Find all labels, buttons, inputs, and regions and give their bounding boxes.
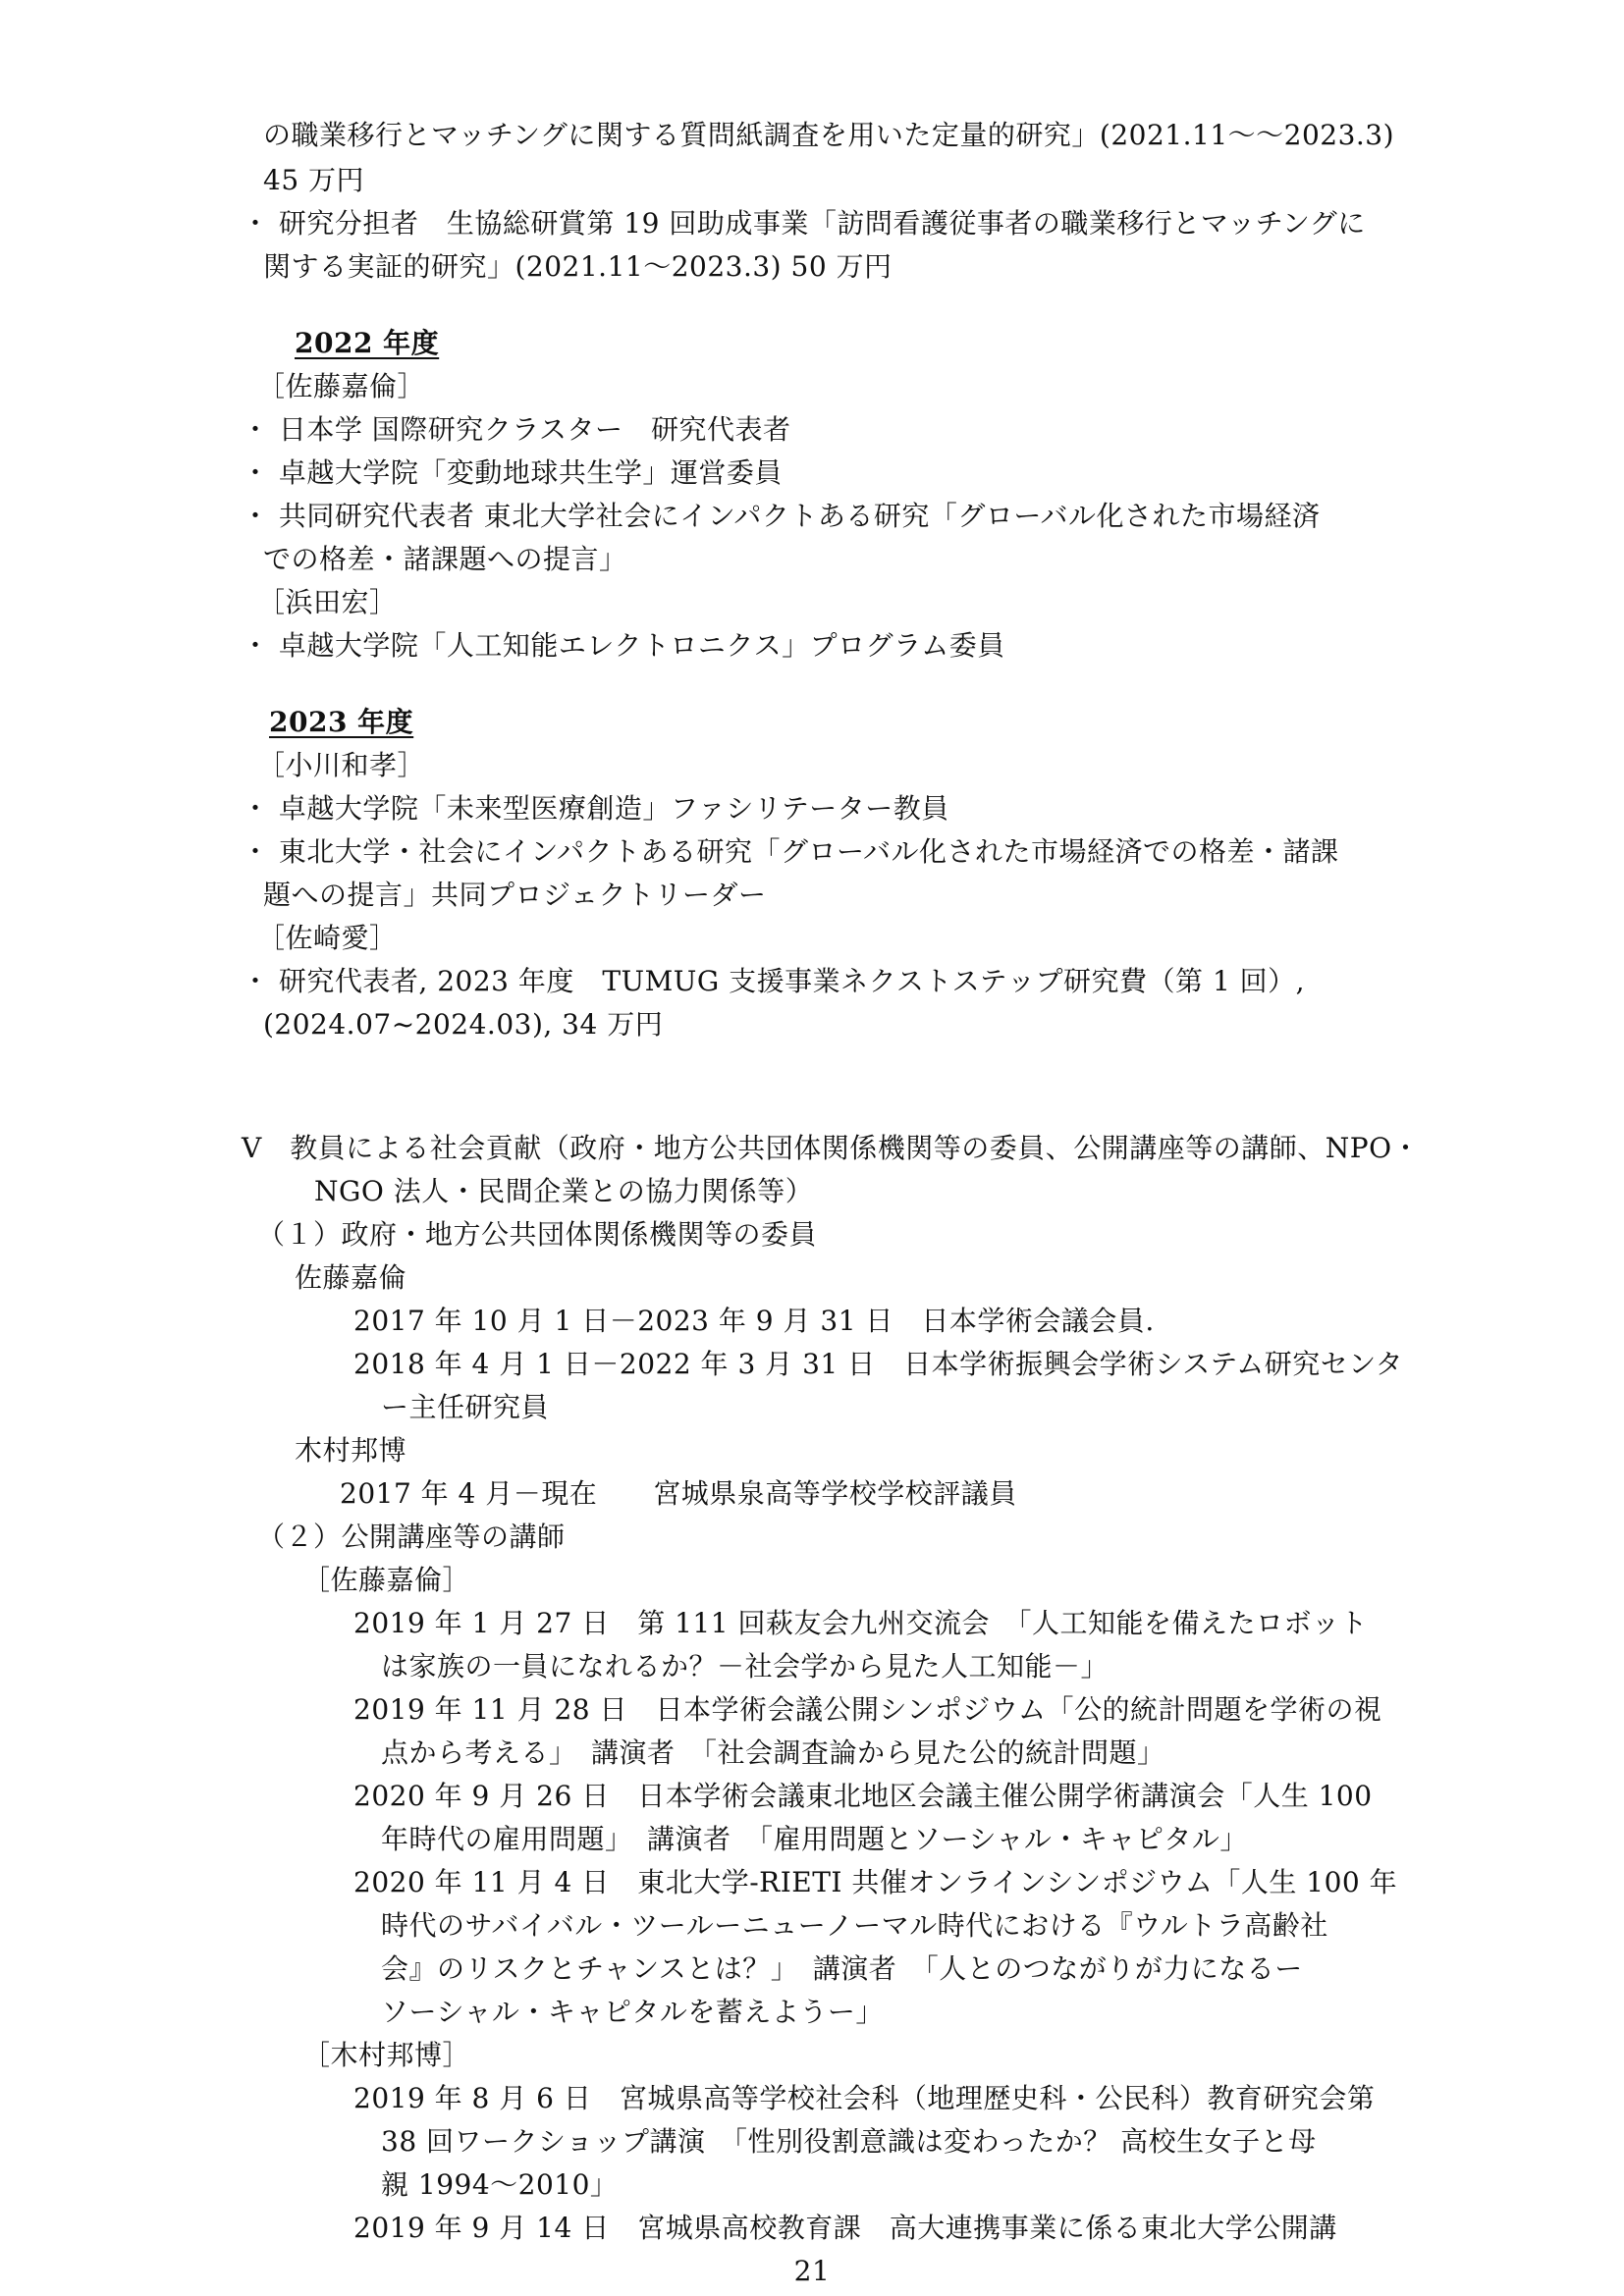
- text-line: 年時代の雇用問題」 講演者 「雇用問題とソーシャル・キャピタル」: [381, 1823, 1248, 1855]
- list-item: ・ 研究分担者 生協総研賞第 19 回助成事業「訪問看護従事者の職業移行とマッチングに: [242, 207, 1366, 240]
- text-line: 38 回ワークショップ講演 「性別役割意識は変わったか？ 高校生女子と母: [381, 2125, 1317, 2158]
- text-line: は家族の一員になれるか？－社会学から見た人工知能－」: [381, 1650, 1110, 1682]
- list-item: ・ 研究代表者, 2023 年度 TUMUG 支援事業ネクストステップ研究費（第 1 回）,: [242, 965, 1306, 997]
- text-line: ー主任研究員: [381, 1391, 550, 1423]
- text-line: 題への提言」共同プロジェクトリーダー: [263, 879, 767, 911]
- person-name: 木村邦博: [295, 1434, 407, 1467]
- person-label: ［浜田宏］: [257, 586, 398, 618]
- text-line: 会』のリスクとチャンスとは？」 講演者 「人とのつながりが力になるー: [381, 1952, 1303, 1985]
- entry-line: 2017 年 10 月 1 日－2023 年 9 月 31 日 日本学術会議会員.: [353, 1305, 1155, 1337]
- entry-line: 2017 年 4 月－現在 宮城県泉高等学校学校評議員: [340, 1477, 1017, 1510]
- list-item: ・ 共同研究代表者 東北大学社会にインパクトある研究「グローバル化された市場経済: [242, 500, 1321, 532]
- entry-line: 2020 年 11 月 4 日 東北大学-RIETI 共催オンラインシンポジウム「人生 100 年: [353, 1866, 1398, 1898]
- entry-line: 2019 年 11 月 28 日 日本学術会議公開シンポジウム「公的統計問題を学術の視: [353, 1693, 1382, 1726]
- person-label: ［佐藤嘉倫］: [257, 370, 426, 402]
- text-line: の職業移行とマッチングに関する質問紙調査を用いた定量的研究」(2021.11～～2023.3): [263, 119, 1395, 151]
- person-label: ［小川和孝］: [257, 749, 426, 781]
- list-item: ・ 東北大学・社会にインパクトある研究「グローバル化された市場経済での格差・諸課: [242, 835, 1339, 868]
- text-line: 45 万円: [263, 164, 365, 196]
- text-line: での格差・諸課題への提言」: [263, 543, 627, 575]
- list-item: ・ 日本学 国際研究クラスター 研究代表者: [242, 413, 791, 446]
- entry-line: 2019 年 8 月 6 日 宮城県高等学校社会科（地理歴史科・公民科）教育研究会第: [353, 2082, 1376, 2114]
- text-line: 時代のサバイバル・ツールーニューノーマル時代における『ウルトラ高齢社: [381, 1909, 1328, 1942]
- list-item: ・ 卓越大学院「未来型医療創造」ファシリテーター教員: [242, 792, 949, 825]
- subsection-heading: （２）公開講座等の講師: [257, 1521, 566, 1553]
- entry-line: 2019 年 9 月 14 日 宮城県高校教育課 高大連携事業に係る東北大学公開講: [353, 2212, 1337, 2244]
- entry-line: 2019 年 1 月 27 日 第 111 回萩友会九州交流会 「人工知能を備えたロボット: [353, 1607, 1368, 1639]
- person-label: ［佐崎愛］: [257, 922, 398, 954]
- person-name: 佐藤嘉倫: [295, 1261, 407, 1294]
- page-number: 21: [793, 2255, 831, 2287]
- person-label: ［佐藤嘉倫］: [302, 1564, 471, 1596]
- text-line: ソーシャル・キャピタルを蓄えようー」: [381, 1996, 884, 2028]
- text-line: 親 1994～2010」: [381, 2168, 619, 2201]
- subsection-heading: （１）政府・地方公共団体関係機関等の委員: [257, 1218, 818, 1251]
- text-line: 点から考える」 講演者 「社会調査論から見た公的統計問題」: [381, 1736, 1165, 1769]
- chapter-heading: V 教員による社会貢献（政府・地方公共団体関係機関等の委員、公開講座等の講師、NPO・: [242, 1132, 1421, 1164]
- entry-line: 2018 年 4 月 1 日－2022 年 3 月 31 日 日本学術振興会学術システム研究センタ: [353, 1348, 1404, 1380]
- list-item: ・ 卓越大学院「変動地球共生学」運営委員: [242, 456, 783, 489]
- text-line: 関する実証的研究」(2021.11～2023.3) 50 万円: [263, 250, 893, 283]
- text-line: NGO 法人・民間企業との協力関係等）: [314, 1175, 814, 1207]
- person-label: ［木村邦博］: [302, 2039, 471, 2071]
- text-line: (2024.07~2024.03), 34 万円: [263, 1008, 664, 1041]
- entry-line: 2020 年 9 月 26 日 日本学術会議東北地区会議主催公開学術講演会「人生 100: [353, 1780, 1373, 1812]
- list-item: ・ 卓越大学院「人工知能エレクトロニクス」プログラム委員: [242, 629, 1005, 662]
- section-heading-2022: 2022 年度: [295, 327, 440, 359]
- section-heading-2023: 2023 年度: [269, 706, 414, 738]
